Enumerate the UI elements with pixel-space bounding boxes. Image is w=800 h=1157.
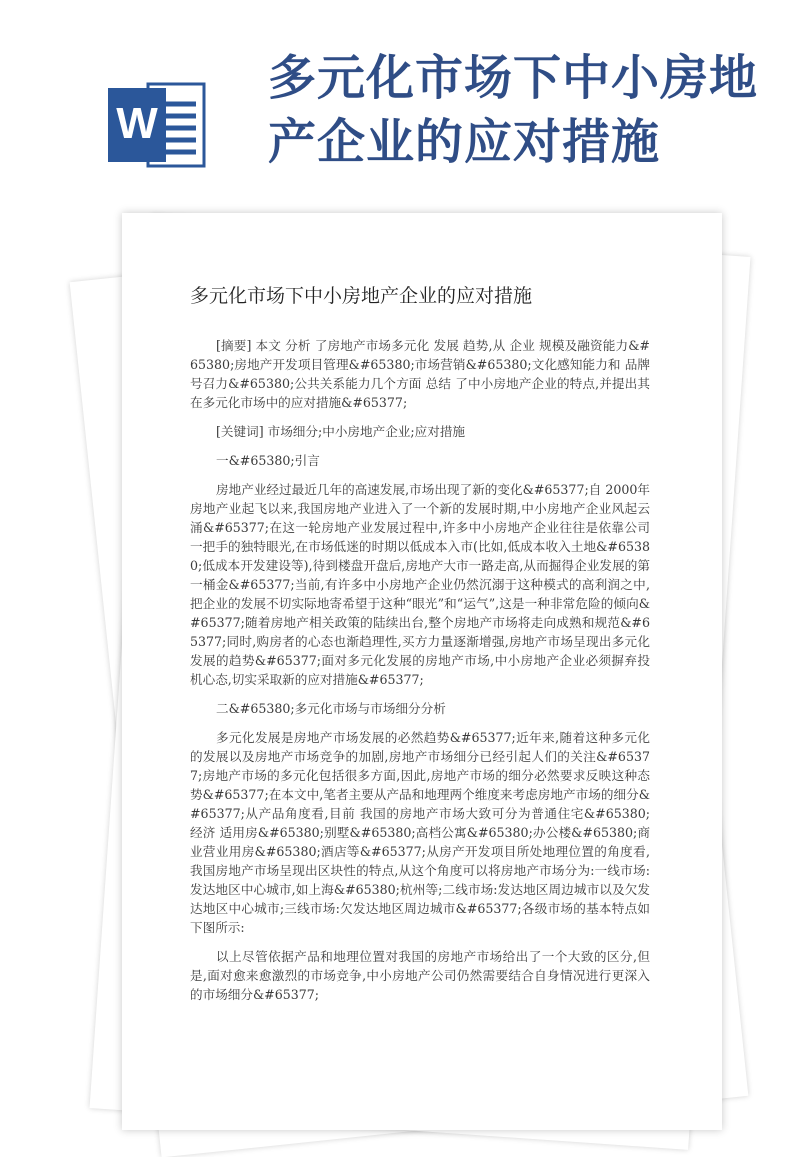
word-logo-letter: W (116, 99, 158, 148)
document-page (122, 213, 722, 1130)
banner-title: 多元化市场下中小房地产企业的应对措施 (268, 50, 759, 170)
body-paragraph: 房地产业经过最近几年的高速发展,市场出现了新的变化&#65377;自 2000年房地产业起飞以来,我国房地产业进入了一个新的发展时期,中小房地产企业风起云涌&#65377;在这一轮房地产业发展过程中,许多中小房地产企业往往是依靠公司一把手的独特眼光,在市场低迷的时期以低成本入市(比如,低成本收入土地&#65380;低成本开发建设等),待到楼盘开盘后,房地产大市一路走高,从而掘得企业发展的第一桶金&#65377;当前,有许多中小房地产企业仍然沉溺于这种模式的高利润之中,把企业的发展不切实际地寄希望于这种“眼光”和“运气”,这是一种非常危险的倾向&#65377;随着房地产相关政策的陆续出台,整个房地产市场将走向成熟和规范&#65377;同时,购房者的心态也渐趋理性,买方力量逐渐增强,房地产市场呈现出多元化发展的趋势&#65377;面对多元化发展的房地产市场,中小房地产企业必须摒弃投机心态,切实采取新的应对措施&#65377; (190, 482, 650, 687)
page-content (190, 281, 650, 1014)
paper-stack (80, 205, 800, 1130)
body-paragraph: 多元化发展是房地产市场发展的必然趋势&#65377;近年来,随着这种多元化的发展以及房地产市场竞争的加剧,房地产市场细分已经引起人们的关注&#65377;房地产市场的多元化包括很多方面,因此,房地产市场的细分必然要求反映这种态势&#65377;在本文中,笔者主要从产品和地理两个维度来考虑房地产市场的细分&#65377;从产品角度看,目前 我国的房地产市场大致可分为普通住宅&#65380; 经济 适用房&#65380;别墅&#65380;高档公寓&#65380;办公楼&#65380;商业营业用房&#65380;酒店等&#65377;从房产开发项目所处地理位置的角度看,我国房地产市场呈现出区块性的特点,从这个角度可以将房地产市场分为:一线市场:发达地区中心城市,如上海&#65380;杭州等;二线市场:发达地区周边城市以及欠发达地区中心城市;三线市场:欠发达地区周边城市&#65377;各级市场的基本特点如下图所示: (190, 730, 650, 935)
body-paragraph: 以上尽管依据产品和地理位置对我国的房地产市场给出了一个大致的区分,但是,面对愈来愈激烈的市场竞争,中小房地产公司仍然需要结合自身情况进行更深入的市场细分&#65377; (190, 949, 650, 1002)
section-heading: 二&#65380;多元化市场与市场细分分析 (216, 701, 446, 716)
section-heading: 一&#65380;引言 (216, 453, 320, 468)
word-document-icon (104, 74, 208, 176)
keywords-line: [关键词] 市场细分;中小房地产企业;应对措施 (216, 424, 466, 439)
banner-header (0, 0, 800, 200)
paper-title: 多元化市场下中小房地产企业的应对措施 (190, 285, 533, 307)
abstract-paragraph: [摘要] 本文 分析 了房地产市场多元化 发展 趋势,从 企业 规模及融资能力&#65380;房地产开发项目管理&#65380;市场营销&#65380;文化感知能力和 品牌号召力&#65380;公共关系能力几个方面 总结 了中小房地产企业的特点,并提出其在多元化市场中的应对措施&#65377; (190, 338, 650, 410)
